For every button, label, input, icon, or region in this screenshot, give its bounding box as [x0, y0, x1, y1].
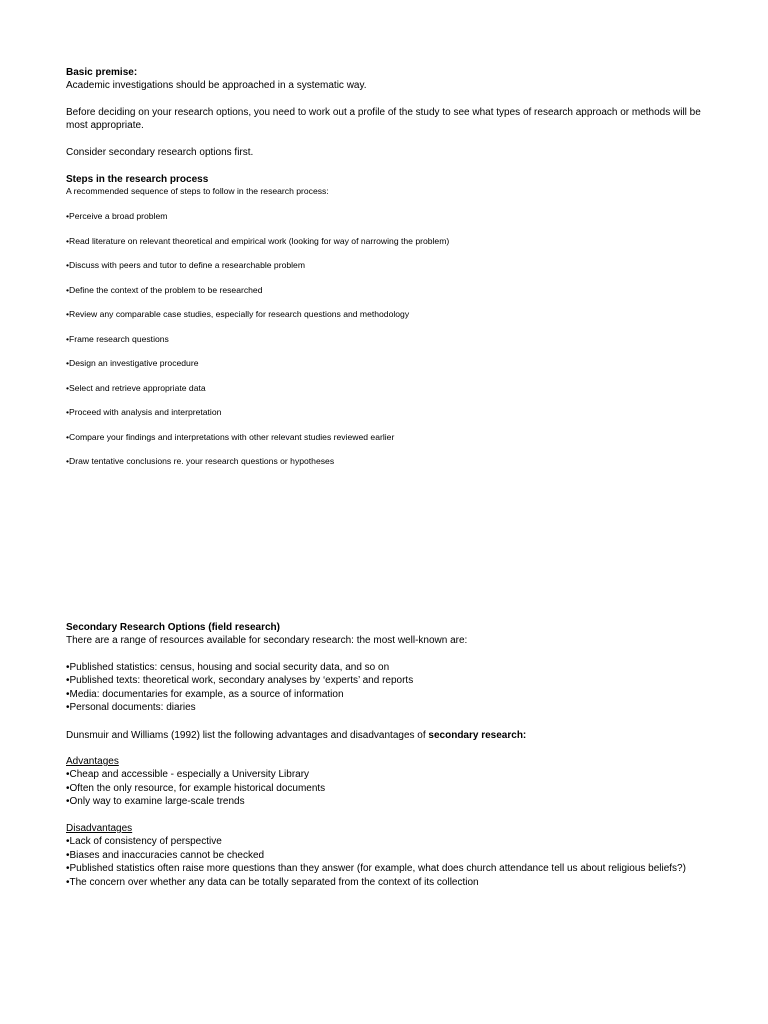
list-item: •Published statistics: census, housing and social security data, and so on [66, 662, 390, 673]
list-item: •Perceive a broad problem [66, 211, 168, 221]
list-item: •Personal documents: diaries [66, 702, 196, 714]
list-item: •Media: documentaries for example, as a source of information [66, 688, 344, 700]
list-item: •Design an investigative procedure [66, 358, 199, 368]
citation-text: Dunsmuir and Williams (1992) list the following advantages and disadvantages of [66, 730, 429, 741]
basic-premise-section [66, 66, 706, 93]
list-item: •Frame research questions [66, 333, 169, 344]
list-item: •Only way to examine large-scale trends [66, 796, 245, 808]
secondary-list [66, 661, 706, 715]
list-item: •Published statistics often raise more questions than they answer (for example, what does church attendance tell us about religious beliefs?) [66, 863, 686, 875]
list-item: •Review any comparable case studies, especially for research questions and methodology [66, 309, 410, 319]
list-item: •Discuss with peers and tutor to define a researchable problem [66, 260, 305, 270]
basic-premise-text: Academic investigations should be approached in a systematic way. [66, 80, 367, 92]
list-item: •Cheap and accessible - especially a University Library [66, 769, 310, 781]
list-item: •Published texts: theoretical work, secondary analyses by ‘experts’ and reports [66, 675, 414, 687]
steps-section [66, 173, 706, 186]
list-item: •Select and retrieve appropriate data [66, 382, 206, 393]
citation-bold-term: secondary research: [428, 730, 527, 741]
list-item: •Read literature on relevant theoretical and empirical work (looking for way of narrowing the problem) [66, 235, 450, 246]
list-item: •Lack of consistency of perspective [66, 836, 222, 848]
basic-premise-heading: Basic premise: [66, 67, 138, 78]
consider-paragraph: Consider secondary research options first. [66, 147, 254, 158]
list-item: •Biases and inaccuracies cannot be checked [66, 849, 265, 861]
disadvantages-heading: Disadvantages [66, 823, 133, 834]
secondary-section [66, 621, 706, 648]
steps-list [66, 211, 706, 481]
list-item: •Compare your findings and interpretations with other relevant studies reviewed earlier [66, 431, 395, 442]
list-item: •Proceed with analysis and interpretation [66, 407, 222, 417]
advantages-heading: Advantages [66, 756, 119, 767]
citation-paragraph [66, 729, 706, 742]
list-item: •Define the context of the problem to be researched [66, 284, 263, 295]
advantages-section [66, 755, 706, 809]
secondary-heading: Secondary Research Options (field research) [66, 622, 280, 633]
profile-paragraph: Before deciding on your research options, you need to work out a profile of the study to see what types of research approach or methods will be most appropriate. [66, 107, 701, 132]
steps-heading: Steps in the research process [66, 174, 209, 185]
list-item: •Draw tentative conclusions re. your research questions or hypotheses [66, 456, 335, 466]
list-item: •The concern over whether any data can be totally separated from the context of its collection [66, 876, 479, 888]
steps-intro: A recommended sequence of steps to follow in the research process: [66, 186, 329, 196]
list-item: •Often the only resource, for example historical documents [66, 782, 326, 794]
secondary-intro: There are a range of resources available for secondary research: the most well-known are: [66, 635, 468, 647]
disadvantages-section [66, 822, 706, 889]
